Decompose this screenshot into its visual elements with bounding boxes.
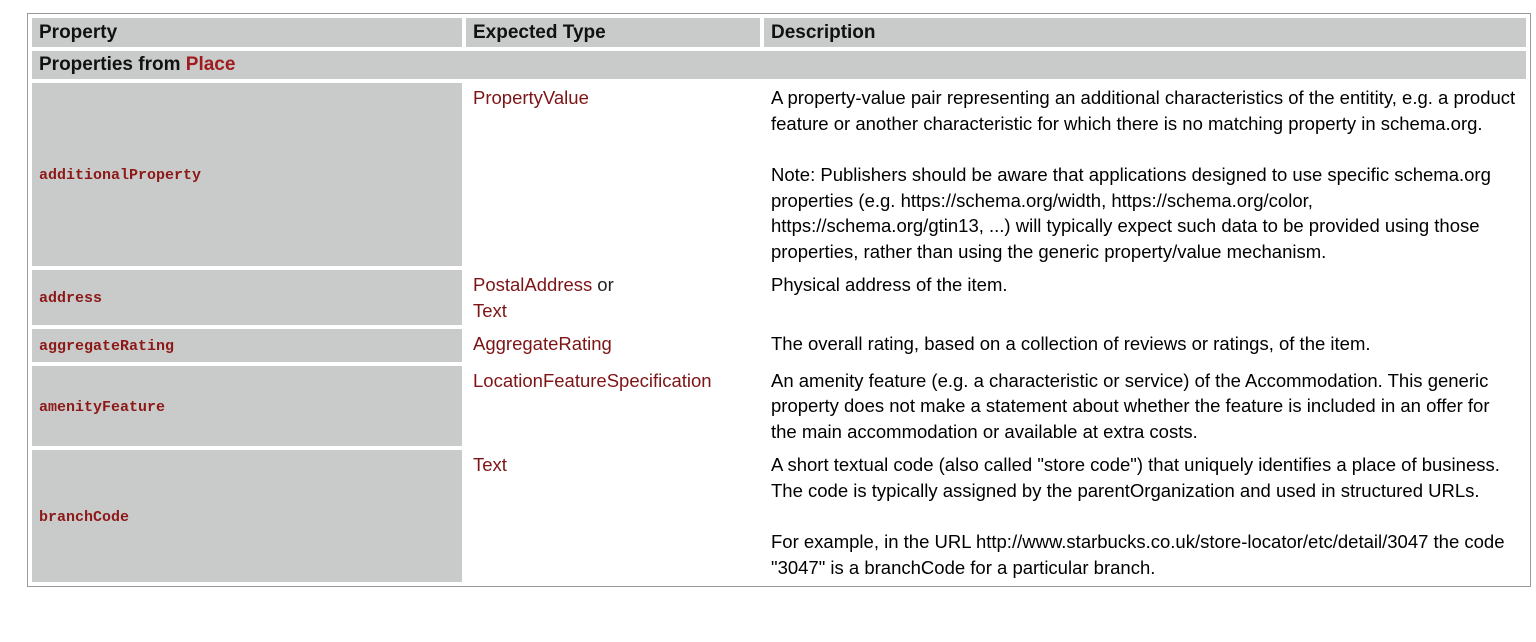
section-header bbox=[32, 51, 1526, 79]
property-link-additionalProperty[interactable]: additionalProperty bbox=[39, 167, 202, 185]
description-cell bbox=[764, 270, 1526, 325]
description-paragraph: For example, in the URL http://www.starbucks.co.uk/store-locator/etc/detail/3047 the code "3047" is a branchCode for a particular branch. bbox=[771, 531, 1505, 578]
definition-table bbox=[27, 13, 1531, 587]
property-name-cell bbox=[32, 83, 462, 266]
description-paragraph: Note: Publishers should be aware that applications designed to use specific schema.org properties (e.g. https://schema.org/width, https://schema.org/color, https://schema.org/gtin13, ...) will typically expect such data to be provided using those properties, rather than using the generic property/value mechanism. bbox=[771, 164, 1491, 262]
description-paragraph: A property-value pair representing an additional characteristics of the entitity, e.g. a product feature or another characteristic for which there is no matching property in schema.org. bbox=[771, 87, 1516, 134]
column-header-expected-type: Expected Type bbox=[466, 18, 760, 47]
table-row bbox=[32, 83, 1526, 266]
description-paragraph: An amenity feature (e.g. a characteristic or service) of the Accommodation. This generic property does not make a statement about whether the feature is included in an offer for the main accommodation or available at extra costs. bbox=[771, 369, 1490, 442]
property-name-cell bbox=[32, 366, 462, 447]
section-header-row bbox=[32, 51, 1526, 79]
table-row bbox=[32, 450, 1526, 582]
description-cell bbox=[764, 366, 1526, 447]
column-header-description: Description bbox=[764, 18, 1526, 47]
type-link-PropertyValue[interactable]: PropertyValue bbox=[473, 87, 589, 108]
type-link-Text[interactable]: Text bbox=[473, 299, 507, 321]
table-row bbox=[32, 366, 1526, 447]
type-link-Text[interactable]: Text bbox=[473, 454, 507, 475]
description-paragraph: Physical address of the item. bbox=[771, 274, 1008, 295]
property-name-cell bbox=[32, 329, 462, 362]
type-link-PostalAddress[interactable]: PostalAddress bbox=[473, 274, 593, 295]
property-link-amenityFeature[interactable]: amenityFeature bbox=[39, 398, 166, 416]
property-link-address[interactable]: address bbox=[39, 290, 103, 308]
section-header-prefix: Properties from bbox=[39, 54, 186, 75]
column-header-row bbox=[32, 18, 1526, 47]
description-cell bbox=[764, 450, 1526, 582]
table-row bbox=[32, 270, 1526, 325]
description-paragraph: The overall rating, based on a collection of reviews or ratings, of the item. bbox=[771, 333, 1371, 354]
description-paragraph: A short textual code (also called "store code") that uniquely identifies a place of business. The code is typically assigned by the parentOrganization and used in structured URLs. bbox=[771, 454, 1500, 501]
expected-type-cell bbox=[466, 366, 760, 447]
property-link-branchCode[interactable]: branchCode bbox=[39, 508, 130, 526]
expected-type-cell bbox=[466, 83, 760, 266]
type-link-AggregateRating[interactable]: AggregateRating bbox=[473, 333, 612, 354]
type-or-separator: or bbox=[597, 274, 614, 295]
description-cell bbox=[764, 83, 1526, 266]
expected-type-cell bbox=[466, 329, 760, 362]
expected-type-cell bbox=[466, 450, 760, 582]
property-name-cell bbox=[32, 270, 462, 325]
table-row bbox=[32, 329, 1526, 362]
property-name-cell bbox=[32, 450, 462, 582]
column-header-property: Property bbox=[32, 18, 462, 47]
expected-type-cell bbox=[466, 270, 760, 325]
place-type-link[interactable]: Place bbox=[185, 54, 236, 75]
property-link-aggregateRating[interactable]: aggregateRating bbox=[39, 338, 175, 355]
type-link-LocationFeatureSpecification[interactable]: LocationFeatureSpecification bbox=[473, 369, 712, 391]
description-cell bbox=[764, 329, 1526, 362]
